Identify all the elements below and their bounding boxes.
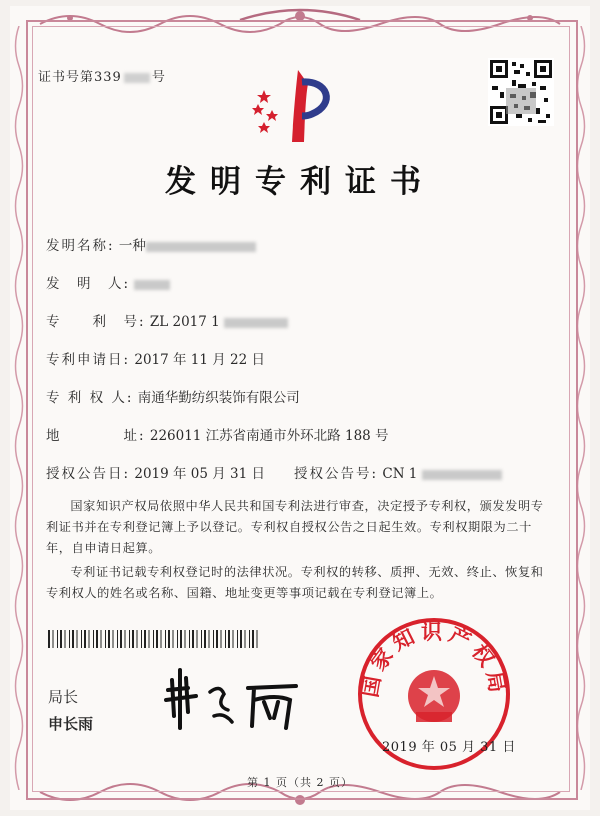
barcode-bar bbox=[233, 630, 234, 648]
certificate-number bbox=[38, 66, 166, 85]
grant-no-value: CN 1 bbox=[382, 466, 418, 482]
barcode-bar bbox=[189, 630, 190, 648]
document-title: 发明专利证书 bbox=[165, 164, 435, 200]
barcode-bar bbox=[240, 630, 242, 648]
barcode-bar bbox=[89, 630, 90, 648]
grant-no-row bbox=[294, 462, 502, 482]
barcode-bar bbox=[77, 630, 78, 648]
legal-status-paragraph: 专利证书记载专利权登记时的法律状况。专利权的转移、质押、无效、终止、恢复和专利权人的姓名或名称、国籍、地址变更等事项记载在专利登记簿上。 bbox=[46, 565, 544, 600]
director-signature bbox=[158, 666, 304, 736]
redacted-inventor bbox=[134, 280, 170, 290]
barcode-bar bbox=[96, 630, 98, 648]
barcode-bar bbox=[249, 630, 250, 648]
patent-no-row bbox=[46, 310, 288, 330]
barcode-bar bbox=[213, 630, 214, 648]
barcode-bar bbox=[125, 630, 126, 648]
filing-date-value: 2017 年 11 月 22 日 bbox=[134, 352, 266, 368]
redacted-invention-name bbox=[146, 242, 256, 252]
barcode-bar bbox=[149, 630, 150, 648]
barcode-bar bbox=[65, 630, 66, 648]
left-ornament bbox=[12, 26, 26, 790]
barcode-bar bbox=[120, 630, 122, 648]
address-row bbox=[46, 424, 389, 444]
barcode-bar bbox=[225, 630, 226, 648]
barcode-bar bbox=[117, 630, 118, 648]
barcode-bar bbox=[192, 630, 194, 648]
barcode-bar bbox=[48, 630, 50, 648]
filing-date-row bbox=[46, 348, 265, 368]
grant-date-value: 2019 年 05 月 31 日 bbox=[134, 466, 266, 482]
barcode-bar bbox=[185, 630, 186, 648]
barcode-bar bbox=[168, 630, 170, 648]
barcode-bar bbox=[257, 630, 258, 648]
patentee-row bbox=[46, 386, 300, 406]
barcode-bar bbox=[53, 630, 54, 648]
barcode-bar bbox=[108, 630, 110, 648]
barcode-bar bbox=[216, 630, 218, 648]
grant-date-row bbox=[46, 462, 265, 482]
barcode-bar bbox=[177, 630, 178, 648]
barcode-bar bbox=[93, 630, 94, 648]
inventor-row bbox=[46, 272, 170, 292]
grant-paragraph: 国家知识产权局依照中华人民共和国专利法进行审查，决定授予专利权，颁发发明专利证书并在专利登记簿上予以登记。专利权自授权公告之日起生效。专利权期限为二十年，自申请日起算。 bbox=[46, 499, 544, 555]
barcode-bar bbox=[81, 630, 82, 648]
barcode-bar bbox=[237, 630, 238, 648]
cert-number-prefix: 证书号第339 bbox=[38, 70, 122, 85]
patent-no-label: 专 利 号: bbox=[46, 314, 146, 330]
barcode-bar bbox=[137, 630, 138, 648]
barcode-bar bbox=[228, 630, 230, 648]
barcode-bar bbox=[180, 630, 182, 648]
barcode-bar bbox=[69, 630, 70, 648]
invention-name-label: 发明名称: bbox=[46, 238, 115, 254]
barcode bbox=[48, 630, 262, 648]
barcode-bar bbox=[252, 630, 254, 648]
barcode-bar bbox=[72, 630, 74, 648]
barcode-bar bbox=[156, 630, 158, 648]
svg-text:国家知识产权局: 国家知识产权局 bbox=[357, 620, 511, 700]
seal-date: 2019 年 05 月 31 日 bbox=[382, 740, 516, 755]
director-title: 局长 bbox=[48, 688, 79, 706]
barcode-bar bbox=[165, 630, 166, 648]
barcode-bar bbox=[84, 630, 86, 648]
filing-date-label: 专利申请日: bbox=[46, 352, 131, 368]
barcode-bar bbox=[57, 630, 58, 648]
cnipa-logo-icon bbox=[250, 64, 340, 146]
barcode-bar bbox=[209, 630, 210, 648]
certificate-page bbox=[10, 6, 590, 810]
patent-no-value: ZL 2017 1 bbox=[149, 314, 220, 330]
redacted-grant-no bbox=[422, 470, 502, 480]
patentee-value: 南通华勤纺织装饰有限公司 bbox=[137, 390, 300, 406]
barcode-bar bbox=[101, 630, 102, 648]
address-value: 226011 江苏省南通市外环北路 188 号 bbox=[149, 428, 389, 444]
barcode-bar bbox=[173, 630, 174, 648]
invention-name-row bbox=[46, 234, 256, 254]
director-name: 申长雨 bbox=[48, 715, 94, 733]
barcode-bar bbox=[201, 630, 202, 648]
barcode-bar bbox=[144, 630, 146, 648]
barcode-bar bbox=[204, 630, 206, 648]
barcode-bar bbox=[113, 630, 114, 648]
barcode-bar bbox=[129, 630, 130, 648]
barcode-bar bbox=[141, 630, 142, 648]
redacted-patent-no bbox=[224, 318, 288, 328]
barcode-bar bbox=[153, 630, 154, 648]
address-label: 地 址: bbox=[46, 428, 146, 444]
patentee-label: 专 利 权 人: bbox=[46, 390, 134, 406]
cert-number-suffix: 号 bbox=[151, 70, 166, 85]
inventor-label: 发 明 人: bbox=[46, 276, 131, 292]
barcode-bar bbox=[132, 630, 134, 648]
qr-code bbox=[488, 58, 554, 126]
barcode-bar bbox=[197, 630, 198, 648]
page-footer: 第 1 页（共 2 页） bbox=[247, 776, 353, 789]
invention-name-value: 一种 bbox=[118, 238, 146, 254]
barcode-bar bbox=[161, 630, 162, 648]
grant-date-label: 授权公告日: bbox=[46, 466, 131, 482]
redacted-digits bbox=[124, 73, 150, 83]
barcode-bar bbox=[245, 630, 246, 648]
barcode-bar bbox=[221, 630, 222, 648]
grant-no-label: 授权公告号: bbox=[294, 466, 379, 482]
barcode-bar bbox=[60, 630, 62, 648]
barcode-bar bbox=[105, 630, 106, 648]
